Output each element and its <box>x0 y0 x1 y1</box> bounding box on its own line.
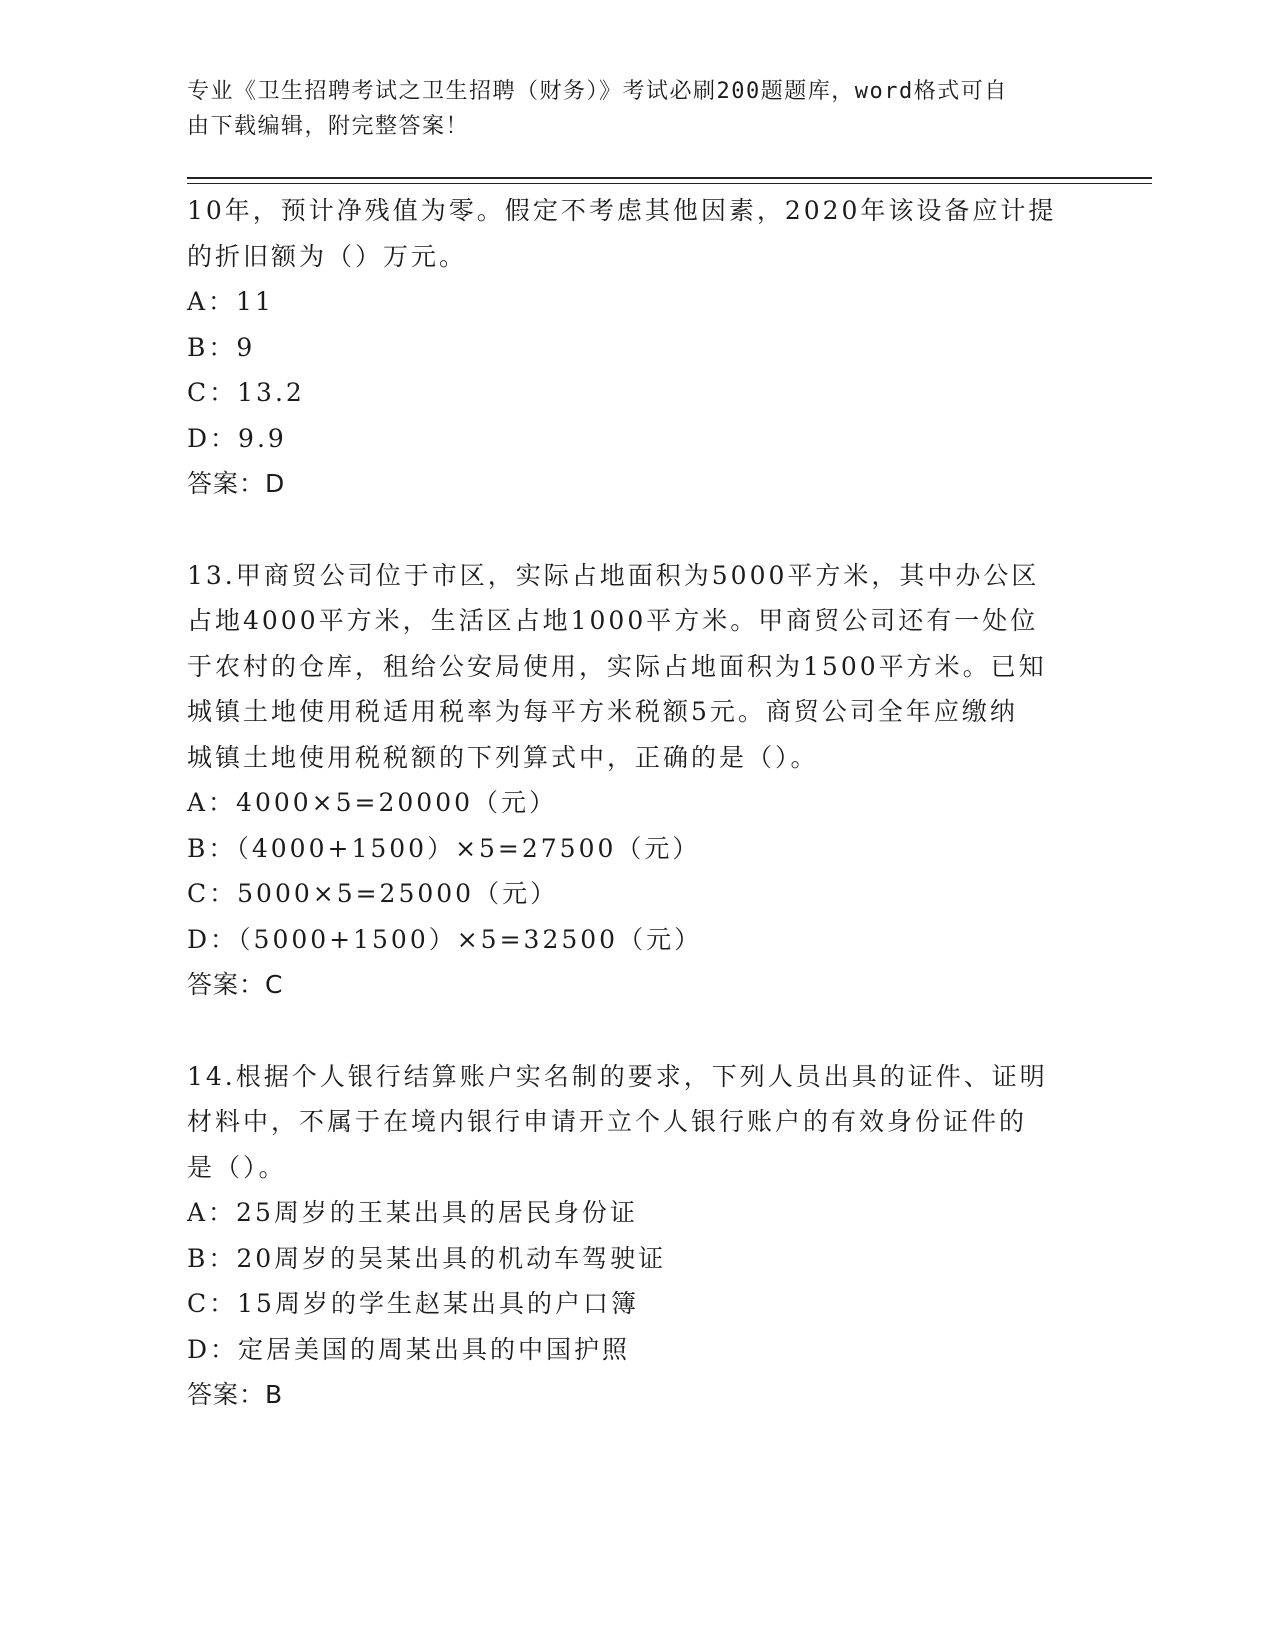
question-14 <box>187 1054 1087 1418</box>
question-stem-line: 城镇土地使用税适用税率为每平方米税额5元。商贸公司全年应缴纳 <box>187 697 1018 726</box>
answer-line: 答案：C <box>187 970 284 999</box>
question-stem-line: 占地4000平方米，生活区占地1000平方米。甲商贸公司还有一处位 <box>187 606 1039 635</box>
option-a: A：4000×5=20000（元） <box>187 788 558 817</box>
option-b: B：（4000+1500）×5=27500（元） <box>187 833 701 863</box>
question-stem-line: 是（）。 <box>187 1152 287 1182</box>
option-d: D：（5000+1500）×5=32500（元） <box>187 924 703 954</box>
header-line-1: 专业《卫生招聘考试之卫生招聘（财务）》考试必刷200题题库，word格式可自 <box>187 79 1008 104</box>
option-c: C：15周岁的学生赵某出具的户口簿 <box>187 1289 639 1318</box>
answer-line: 答案：B <box>187 1380 284 1409</box>
spacer <box>187 1008 1087 1054</box>
header-line-2: 由下载编辑，附完整答案！ <box>187 114 470 139</box>
option-d: D：9.9 <box>187 423 287 453</box>
question-stem-line: 10年，预计净残值为零。假定不考虑其他因素，2020年该设备应计提 <box>187 196 1057 225</box>
header-divider-thin <box>187 183 1152 184</box>
option-b: B：20周岁的吴某出具的机动车驾驶证 <box>187 1243 667 1273</box>
question-13 <box>187 553 1087 1008</box>
question-list <box>187 188 1087 1418</box>
answer-line: 答案：D <box>187 469 286 498</box>
page-header <box>187 74 1067 144</box>
option-c: C：5000×5=25000（元） <box>187 879 559 908</box>
option-a: A：11 <box>187 287 274 316</box>
question-12-continued <box>187 188 1087 507</box>
option-a: A：25周岁的王某出具的居民身份证 <box>187 1198 638 1227</box>
option-b: B：9 <box>187 332 256 362</box>
question-stem-line: 材料中，不属于在境内银行申请开立个人银行账户的有效身份证件的 <box>187 1107 1028 1136</box>
question-stem-line: 城镇土地使用税税额的下列算式中，正确的是（）。 <box>187 742 819 772</box>
question-stem-line: 的折旧额为（）万元。 <box>187 241 468 271</box>
option-c: C：13.2 <box>187 378 305 407</box>
spacer <box>187 507 1087 553</box>
option-d: D：定居美国的周某出具的中国护照 <box>187 1334 631 1364</box>
header-divider-thick <box>187 177 1152 179</box>
question-stem-line: 14.根据个人银行结算账户实名制的要求，下列人员出具的证件、证明 <box>187 1061 1048 1091</box>
question-stem-line: 于农村的仓库，租给公安局使用，实际占地面积为1500平方米。已知 <box>187 651 1047 681</box>
question-stem-line: 13.甲商贸公司位于市区，实际占地面积为5000平方米，其中办公区 <box>187 560 1040 590</box>
